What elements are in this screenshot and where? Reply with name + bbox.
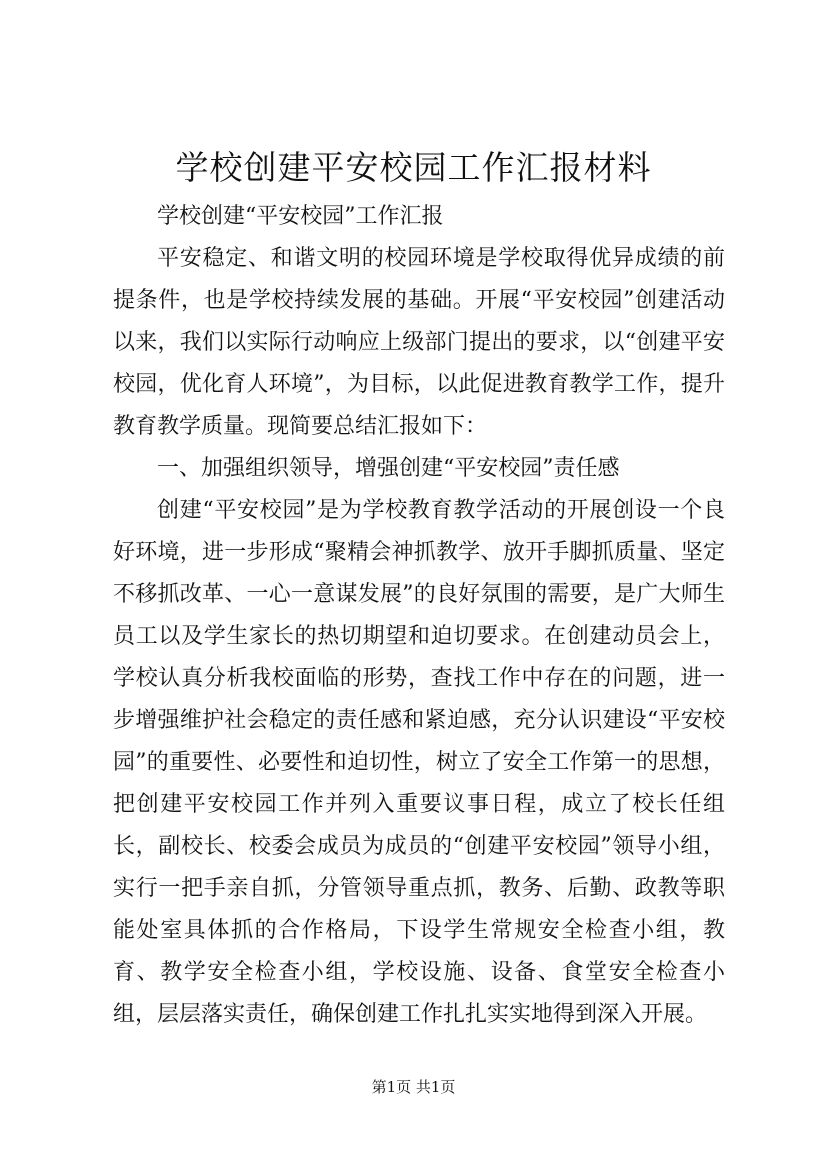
subtitle-paragraph: 学校创建“平安校园”工作汇报 (157, 204, 444, 229)
section-paragraph: 创建“平安校园”是为学校教育教学活动的开展创设一个良好环境，进一步形成“聚精会神抓教学、放开手脚抓质量、坚定不移抓改革、一心一意谋发展”的良好氛围的需要，是广大师生员工以及学生家长的热切期望和迫切要求。在创建动员会上，学校认真分析我校面临的形势，查找工作中存在的问题，进一步增强维护社会稳定的责任感和紧迫感，充分认识建设“平安校园”的重要性、必要性和迫切性，树立了安全工作第一的思想，把创建平安校园工作并列入重要议事日程，成立了校长任组长，副校长、校委会成员为成员的“创建平安校园”领导小组，实行一把手亲自抓，分管领导重点抓，教务、后勤、政教等职能处室具体抓的合作格局，下设学生常规安全检查小组，教育、教学安全检查小组，学校设施、设备、食堂安全检查小组，层层落实责任，确保创建工作扎扎实实地得到深入开展。 (113, 498, 725, 1027)
page-footer: 第1页 共1页 (371, 1078, 456, 1096)
section-heading: 一、加强组织领导，增强创建“平安校园”责任感 (157, 456, 620, 481)
intro-paragraph: 平安稳定、和谐文明的校园环境是学校取得优异成绩的前提条件，也是学校持续发展的基础。开展“平安校园”创建活动以来，我们以实际行动响应上级部门提出的要求，以“创建平安校园，优化育人环境”，为目标，以此促进教育教学工作，提升教育教学质量。现简要总结汇报如下： (113, 246, 725, 439)
document-title: 学校创建平安校园工作汇报材料 (175, 148, 652, 187)
document-body (113, 196, 725, 1036)
